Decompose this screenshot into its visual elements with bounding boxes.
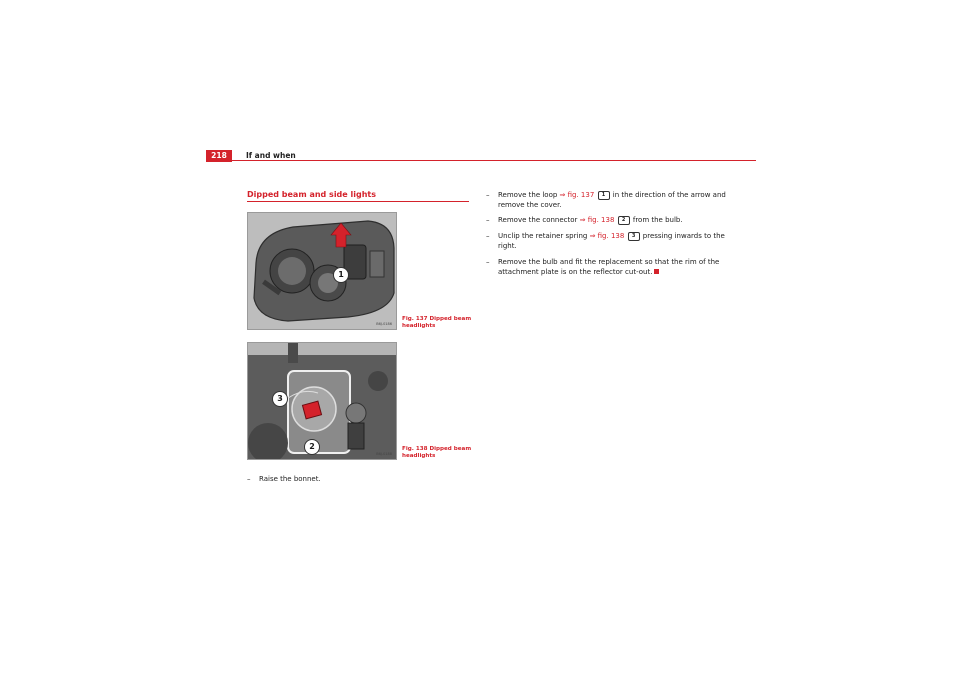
step-replace-bulb: – Remove the bulb and fit the replacement so that the rim of the attachment plate is on the reflector cut-out. [486, 258, 720, 276]
callout-badge: 1 [598, 191, 610, 200]
section-title: Dipped beam and side lights [247, 190, 376, 199]
callout-badge: 2 [618, 216, 630, 225]
figure-137-caption: Fig. 137 Dipped beam headlights [402, 316, 472, 329]
step-remove-connector: – Remove the connector ⇒ fig. 138 2 from the bulb. [486, 216, 683, 224]
figure-reference-link[interactable]: ⇒ fig. 138 [589, 232, 625, 240]
page-header-title: If and when [246, 151, 296, 160]
figure-reference-link[interactable]: ⇒ fig. 138 [579, 216, 615, 224]
section-rule [247, 201, 469, 202]
headlight-bulb-illustration [248, 343, 397, 460]
figure-reference-link[interactable]: ⇒ fig. 137 [559, 191, 595, 199]
callout-1: 1 [333, 267, 349, 283]
step-unclip-spring: – Unclip the retainer spring ⇒ fig. 138 3 pressing inwards to the right. [486, 232, 725, 250]
headlight-rear-illustration [248, 213, 397, 330]
figure-138-image [247, 342, 397, 460]
step-raise-bonnet: – Raise the bonnet. [247, 475, 321, 483]
callout-badge: 3 [628, 232, 640, 241]
page-number: 218 [206, 150, 232, 162]
figure-138-caption: Fig. 138 Dipped beam headlights [402, 446, 472, 459]
end-of-section-marker [654, 269, 659, 274]
figure-137-image [247, 212, 397, 330]
figure-code: B6J-0188 [376, 452, 392, 456]
step-remove-loop: – Remove the loop ⇒ fig. 137 1 in the direction of the arrow and remove the cover. [486, 191, 726, 209]
callout-2: 2 [304, 439, 320, 455]
header-rule [206, 160, 756, 161]
callout-3: 3 [272, 391, 288, 407]
figure-code: B6J-0186 [376, 322, 392, 326]
